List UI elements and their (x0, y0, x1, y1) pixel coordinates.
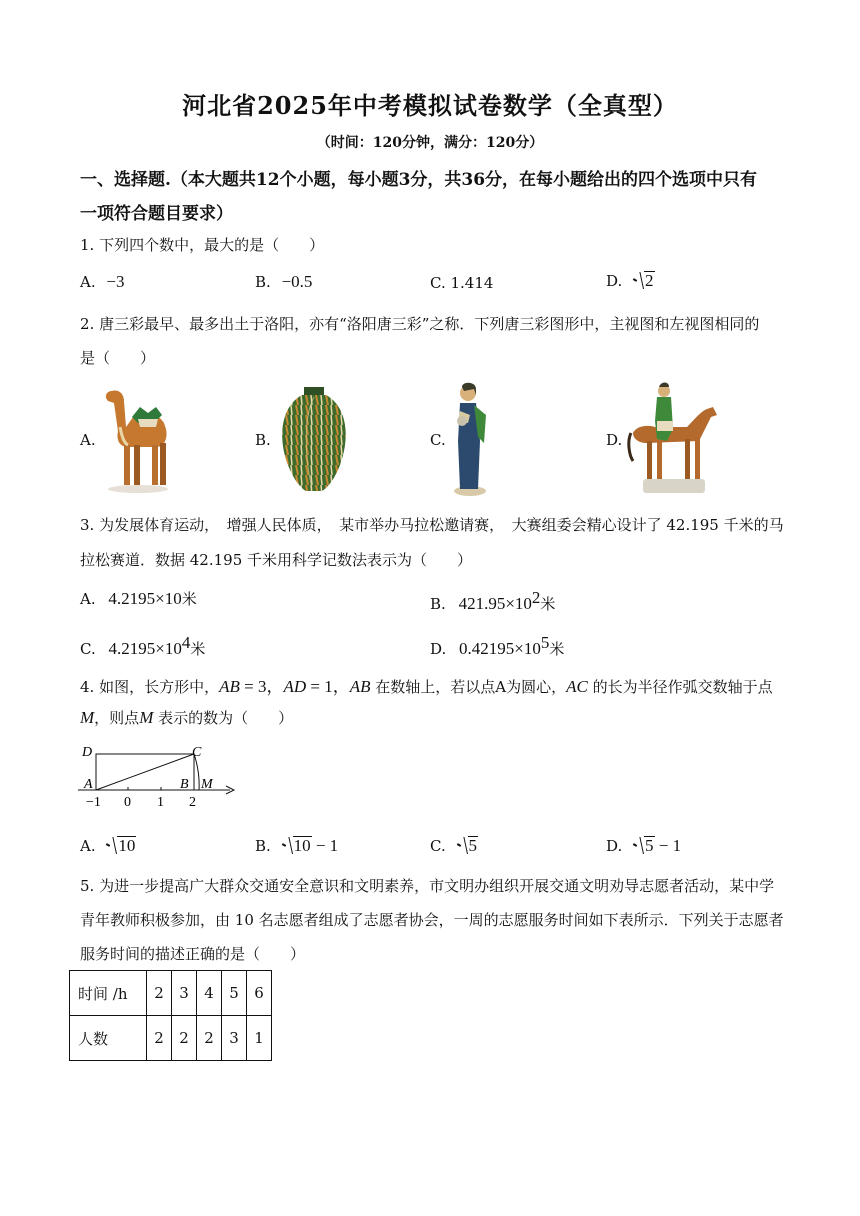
q3-option-c-exponent: 4 (181, 633, 191, 652)
table-cell: 4 (197, 971, 222, 1016)
table-row (70, 1016, 272, 1061)
q2-option-b-label[interactable]: B. (255, 431, 271, 449)
q3-option-d[interactable] (430, 633, 564, 659)
q3-option-a-value: 4.2195×10 (108, 589, 182, 608)
table-cell: 2 (147, 971, 172, 1016)
sqrt-sign (633, 271, 655, 291)
tick-label-2: 2 (189, 795, 196, 810)
tick-label-neg1: −1 (86, 795, 101, 810)
q5-stem-line2: 青年教师积极参加，由 10 名志愿者组成了志愿者协会，一周的志愿服务时间如下表所示．下列关于志愿者 (80, 911, 784, 929)
q4-option-c-value: 5 (468, 836, 477, 855)
q2-stem-line2: 是（ ） (80, 349, 156, 367)
q3-option-b-label: B. (430, 595, 446, 613)
table-cell: 2 (147, 1016, 172, 1061)
q4-option-b-label: B. (255, 837, 271, 855)
q1-option-b[interactable] (255, 272, 312, 292)
section-heading-line2: 一项符合题目要求） (80, 204, 233, 224)
q4-option-b-tail: − 1 (311, 836, 339, 855)
q1-option-d[interactable] (606, 271, 655, 291)
q4-option-d[interactable] (606, 836, 681, 856)
page-subtitle: （时间：120分钟，满分：120分） (316, 135, 544, 151)
table-cell: 1 (247, 1016, 272, 1061)
math-m-2: M (139, 708, 154, 727)
table-row (70, 971, 272, 1016)
q2-option-c-label[interactable]: C. (430, 431, 446, 449)
q3-option-c[interactable] (80, 633, 205, 659)
tick-label-0: 0 (124, 795, 131, 810)
q3-option-a-unit: 米 (181, 590, 197, 608)
standing-figure-image (446, 381, 494, 497)
tick-label-1: 1 (157, 795, 164, 810)
q3-option-d-exponent: 5 (540, 633, 550, 652)
q4-option-c-label: C. (430, 837, 446, 855)
q2-stem-line1: 2. 唐三彩最早、最多出土于洛阳，亦有“洛阳唐三彩”之称．下列唐三彩图形中，主视图和左视图相同的 (80, 315, 760, 333)
q4-option-a-label: A. (80, 837, 96, 855)
q1-option-a-label: A. (80, 273, 96, 291)
table-cell: 5 (222, 971, 247, 1016)
sqrt-sign (106, 836, 136, 856)
label-c: C (192, 745, 202, 760)
q4-option-b-value: 10 (293, 836, 311, 855)
section-heading-line1: 一、选择题.（本大题共12个小题，每小题3分，共36分，在每小题给出的四个选项中只有 (80, 170, 758, 190)
math-ad: AD (283, 677, 307, 696)
q3-option-d-label: D. (430, 640, 447, 658)
q3-option-d-unit: 米 (549, 640, 565, 658)
q1-option-c[interactable] (430, 274, 493, 292)
q1-option-d-label: D. (606, 272, 623, 290)
label-a: A (84, 777, 93, 792)
q1-option-a-value: −3 (106, 272, 125, 291)
q4-option-a[interactable] (80, 836, 136, 856)
q4-stem-line2: M，则点M 表示的数为（ ） (80, 708, 294, 727)
q4-option-a-value: 10 (118, 836, 136, 855)
label-d: D (82, 745, 93, 760)
rectangle-number-line-diagram (76, 740, 240, 810)
vase-image (274, 385, 354, 495)
q3-option-b-value: 421.95×10 (458, 594, 532, 613)
q1-option-b-value: −0.5 (281, 272, 313, 291)
table-cell: 2 (197, 1016, 222, 1061)
q3-option-b-unit: 米 (540, 595, 556, 613)
q3-option-b[interactable] (430, 588, 555, 614)
q2-option-d-label[interactable]: D. (606, 431, 623, 449)
math-ac: AC (566, 677, 588, 696)
q3-stem-line2: 拉松赛道．数据 42.195 千米用科学记数法表示为（ ） (80, 551, 473, 569)
q4-stem-line1: 4. 如图，长方形中，AB = 3，AD = 1，AB 在数轴上，若以点A为圆心，AC 的长为半径作弧交数轴于点 (80, 677, 773, 696)
q5-stem-line1: 5. 为进一步提高广大群众交通安全意识和文明素养，市文明办组织开展交通文明劝导志愿者活动，某中学 (80, 877, 775, 895)
table-cell: 2 (172, 1016, 197, 1061)
q2-option-a-label[interactable]: A. (80, 431, 96, 449)
q4-option-d-value: 5 (645, 836, 654, 855)
math-m: M (80, 708, 95, 727)
sqrt-sign (282, 836, 312, 856)
label-b: B (180, 777, 189, 792)
q3-option-a[interactable] (80, 588, 197, 609)
q3-option-c-unit: 米 (190, 640, 206, 658)
q3-option-a-label: A. (80, 590, 96, 608)
horse-rider-image (627, 381, 721, 497)
q1-stem: 1. 下列四个数中，最大的是（ ） (80, 236, 325, 254)
q1-option-b-label: B. (255, 273, 271, 291)
math-ab: AB (219, 677, 240, 696)
q3-stem-line1: 3. 为发展体育运动， 增强人民体质， 某市举办马拉松邀请赛， 大赛组委会精心设计了 42.195 千米的马 (80, 516, 784, 534)
table-cell: 6 (247, 971, 272, 1016)
q1-option-c-label: C. (430, 274, 446, 292)
sqrt-sign (633, 836, 655, 856)
q4-option-c[interactable] (430, 836, 478, 856)
math-ab-2: AB (349, 677, 371, 696)
table-row-head: 时间 /h (70, 971, 147, 1016)
table-cell: 3 (172, 971, 197, 1016)
q1-option-a[interactable] (80, 272, 124, 292)
q3-option-c-value: 4.2195×10 (108, 639, 182, 658)
q4-option-d-tail: − 1 (654, 836, 682, 855)
sqrt-sign (457, 836, 479, 856)
page-title: 河北省2025年中考模拟试卷数学（全真型） (182, 91, 678, 120)
q3-option-d-value: 0.42195×10 (459, 639, 541, 658)
camel-figurine-image (98, 383, 178, 495)
q4-option-b[interactable] (255, 836, 338, 856)
q1-option-d-value: 2 (645, 271, 654, 290)
table-cell: 3 (222, 1016, 247, 1061)
table-row-head: 人数 (70, 1016, 147, 1061)
q4-option-d-label: D. (606, 837, 623, 855)
q5-stem-line3: 服务时间的描述正确的是（ ） (80, 945, 306, 963)
volunteer-time-table (69, 970, 272, 1061)
q3-option-c-label: C. (80, 640, 96, 658)
q3-option-b-exponent: 2 (531, 588, 541, 607)
label-m: M (201, 777, 213, 792)
q1-option-c-value: 1.414 (450, 274, 494, 292)
